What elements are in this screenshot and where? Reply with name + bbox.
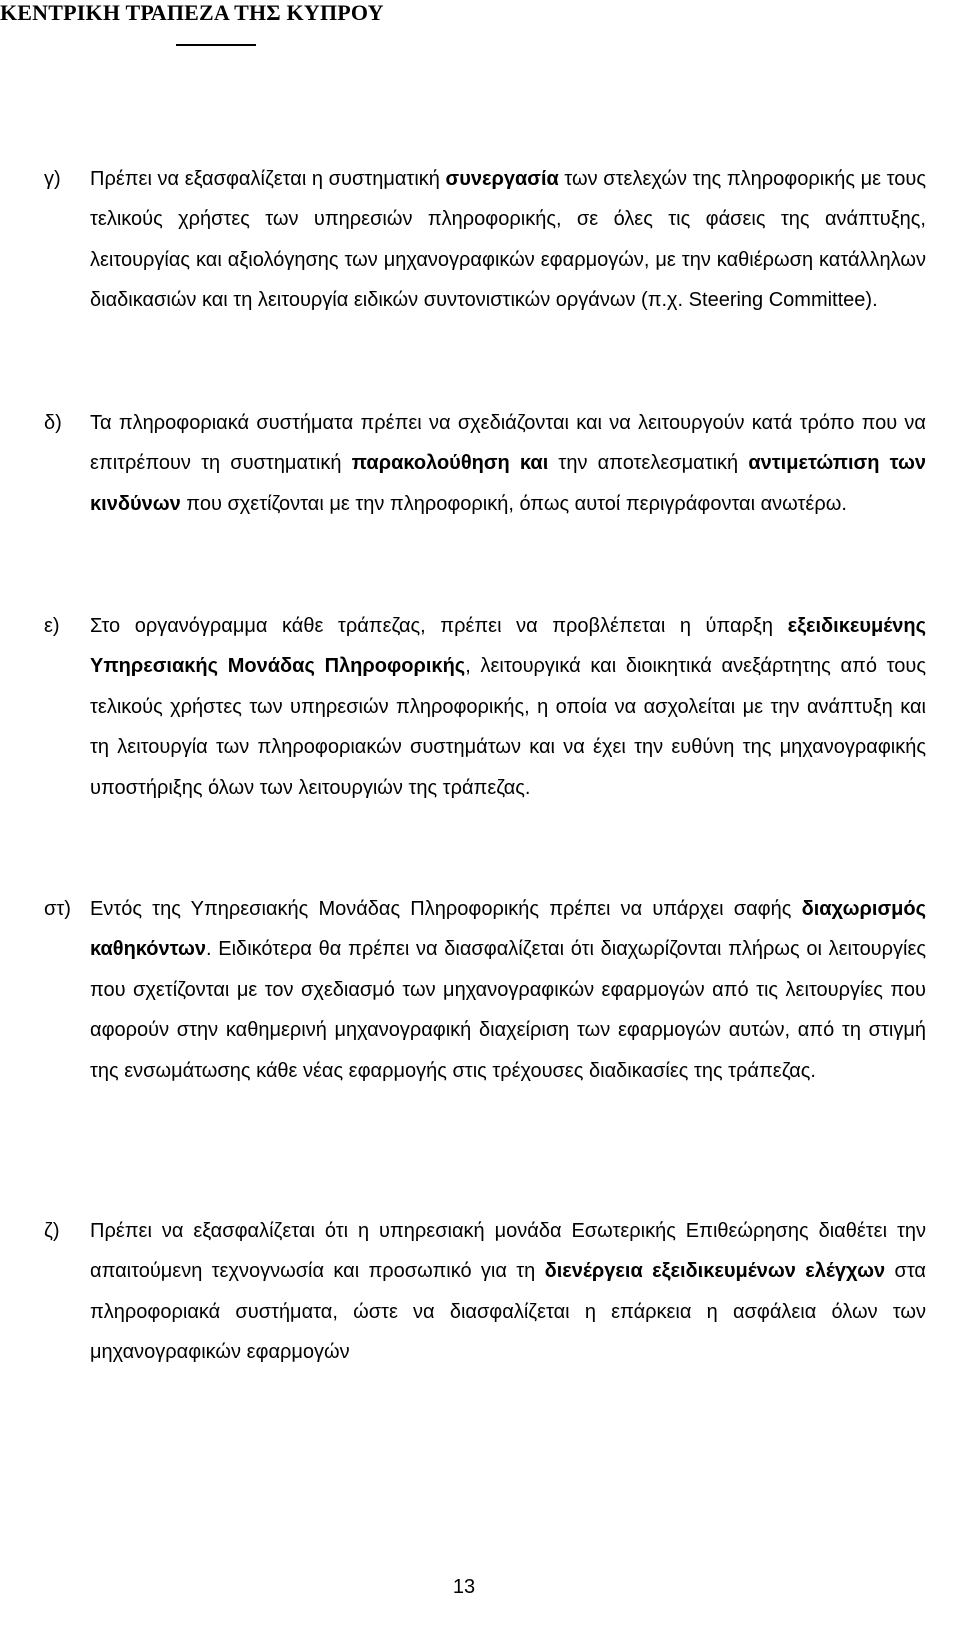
emphasized-text: συνεργασία — [445, 168, 559, 190]
paragraph-text: που σχετίζονται με την πληροφορική, όπως αυτοί περιγράφονται ανωτέρω. — [180, 492, 847, 515]
header-underline-rule — [176, 44, 256, 46]
list-item-marker: στ) — [44, 898, 71, 920]
list-item-paragraph — [90, 159, 926, 321]
paragraph-text: στα πληροφοριακά συστήματα, ώστε να διασφαλίζεται η επάρκεια η ασφάλεια όλων των μηχανογραφικών εφαρμογών — [90, 1260, 926, 1364]
list-item-paragraph — [90, 889, 926, 1091]
emphasized-text: διαχωρισμός καθηκόντων — [90, 898, 926, 961]
list-item-marker: γ) — [44, 168, 61, 190]
page-number: 13 — [452, 1576, 476, 1598]
list-item-paragraph — [90, 1211, 926, 1373]
emphasized-text: εξειδικευμένης Υπηρεσιακής Μονάδας Πληροφορικής — [90, 615, 926, 678]
list-item-marker: ε) — [44, 615, 60, 637]
list-item-paragraph — [90, 606, 926, 808]
list-item-marker: ζ) — [44, 1220, 60, 1242]
emphasized-text: παρακολούθηση και — [351, 452, 549, 475]
list-item-paragraph — [90, 403, 926, 524]
paragraph-text: , λειτουργικά και διοικητικά ανεξάρτητης από τους τελικούς χρήστες των υπηρεσιών πληροφορικής, η οποία να ασχολείται με την ανάπτυξη και τη λειτουργία των πληροφοριακών συστημάτων και να έχει την ευθύνη της μηχανογραφικής υποστήριξης όλων των λειτουργιών της τράπεζας. — [90, 655, 926, 799]
document-header-title: ΚΕΝΤΡΙΚΗ ΤΡΑΠΕΖΑ ΤΗΣ ΚΥΠΡΟΥ — [0, 0, 384, 25]
emphasized-text: αντιμετώπιση των κινδύνων — [90, 452, 926, 515]
list-item-marker: δ) — [44, 412, 62, 434]
paragraph-text: Πρέπει να εξασφαλίζεται η συστηματική — [90, 168, 446, 190]
paragraph-text: Τα πληροφοριακά συστήματα πρέπει να σχεδιάζονται και να λειτουργούν κατά τρόπο που να επιτρέπουν τη συστηματική — [90, 412, 926, 475]
paragraph-text: Στο οργανόγραμμα κάθε τράπεζας, πρέπει να προβλέπεται η ύπαρξη — [90, 615, 788, 637]
paragraph-text: την αποτελεσματική — [548, 452, 749, 475]
paragraph-text: Εντός της Υπηρεσιακής Μονάδας Πληροφορικής πρέπει να υπάρχει σαφής — [90, 898, 802, 920]
paragraph-text: Πρέπει να εξασφαλίζεται ότι η υπηρεσιακή μονάδα Εσωτερικής Επιθεώρησης διαθέτει την απαιτούμενη τεχνογνωσία και προσωπικό για τη — [90, 1220, 926, 1283]
paragraph-text: των στελεχών της πληροφορικής με τους τελικούς χρήστες των υπηρεσιών πληροφορικής, σε όλες τις φάσεις της ανάπτυξης, λειτουργίας και αξιολόγησης των μηχανογραφικών εφαρμογών, με την καθιέρωση κατάλληλων διαδικασιών και τη λειτουργία ειδικών συντονιστικών οργάνων (π.χ. Steering Committee). — [90, 168, 926, 312]
paragraph-text: . Ειδικότερα θα πρέπει να διασφαλίζεται ότι διαχωρίζονται πλήρως οι λειτουργίες που σχετίζονται με τον σχεδιασμό των μηχανογραφικών εφαρμογών από τις λειτουργίες που αφορούν στην καθημερινή μηχανογραφική διαχείριση των εφαρμογών αυτών, από τη στιγμή της ενσωμάτωσης κάθε νέας εφαρμογής στις τρέχουσες διαδικασίες της τράπεζας. — [90, 938, 926, 1082]
emphasized-text: διενέργεια εξειδικευμένων ελέγχων — [544, 1260, 886, 1283]
